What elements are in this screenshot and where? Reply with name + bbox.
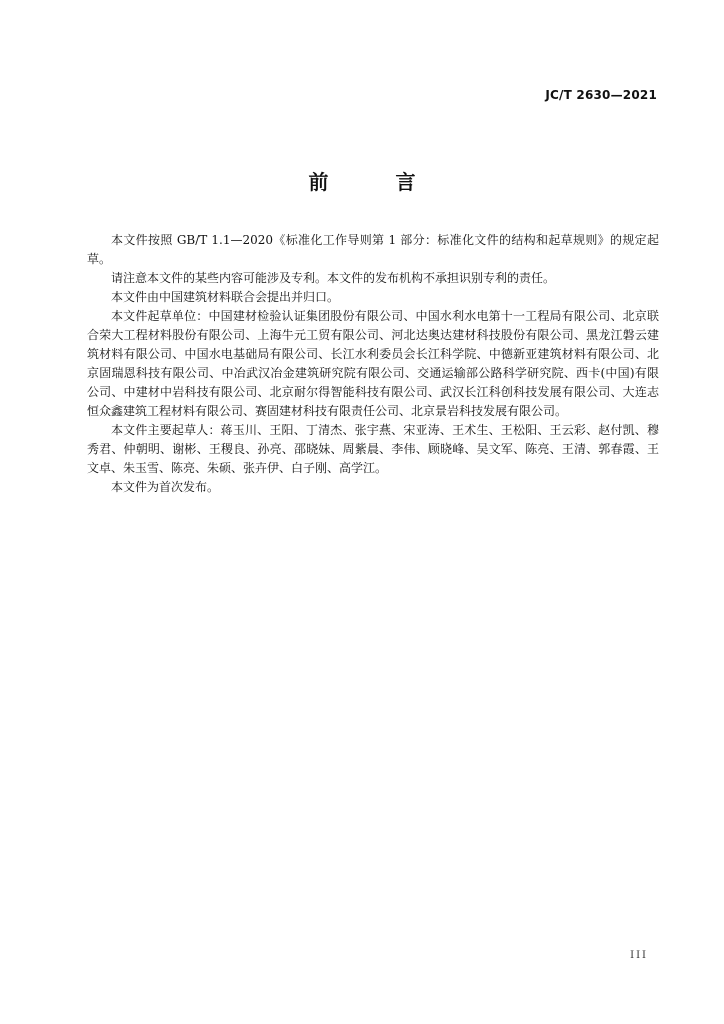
proposer-paragraph: 本文件由中国建筑材料联合会提出并归口。 [111, 290, 340, 304]
page-number: III [630, 950, 648, 961]
patent-notice-paragraph: 请注意本文件的某些内容可能涉及专利。本文件的发布机构不承担识别专利的责任。 [111, 271, 556, 285]
foreword-body [87, 231, 659, 497]
drafting-rules-paragraph: 本文件按照 GB/T 1.1—2020《标准化工作导则第 1 部分：标准化文件的结构和起草规则》的规定起草。 [87, 233, 659, 266]
standard-code: JC/T 2630—2021 [545, 88, 657, 102]
drafters-paragraph: 本文件主要起草人：蒋玉川、王阳、丁清杰、张宇燕、宋亚涛、王术生、王松阳、王云彩、赵付凯、穆秀君、仲朝明、谢彬、王稷良、孙亮、邵晓妹、周紫晨、李伟、顾晓峰、吴文军、陈亮、王清、郭春霞、王文卓、朱玉雪、陈亮、朱硕、张卉伊、白子刚、高学江。 [87, 423, 659, 475]
first-release-paragraph: 本文件为首次发布。 [111, 480, 220, 494]
drafting-units-paragraph: 本文件起草单位：中国建材检验认证集团股份有限公司、中国水利水电第十一工程局有限公司、北京联合荣大工程材料股份有限公司、上海牛元工贸有限公司、河北达奥达建材科技股份有限公司、黑龙江磐云建筑材料有限公司、中国水电基础局有限公司、长江水利委员会长江科学院、中德新亚建筑材料有限公司、北京固瑞恩科技有限公司、中冶武汉冶金建筑研究院有限公司、交通运输部公路科学研究院、西卡(中国)有限公司、中建材中岩科技有限公司、北京耐尔得智能科技有限公司、武汉长江科创科技发展有限公司、大连志恒众鑫建筑工程材料有限公司、赛固建材科技有限责任公司、北京景岩科技发展有限公司。 [87, 309, 659, 418]
page-title: 前 言 [308, 170, 446, 194]
